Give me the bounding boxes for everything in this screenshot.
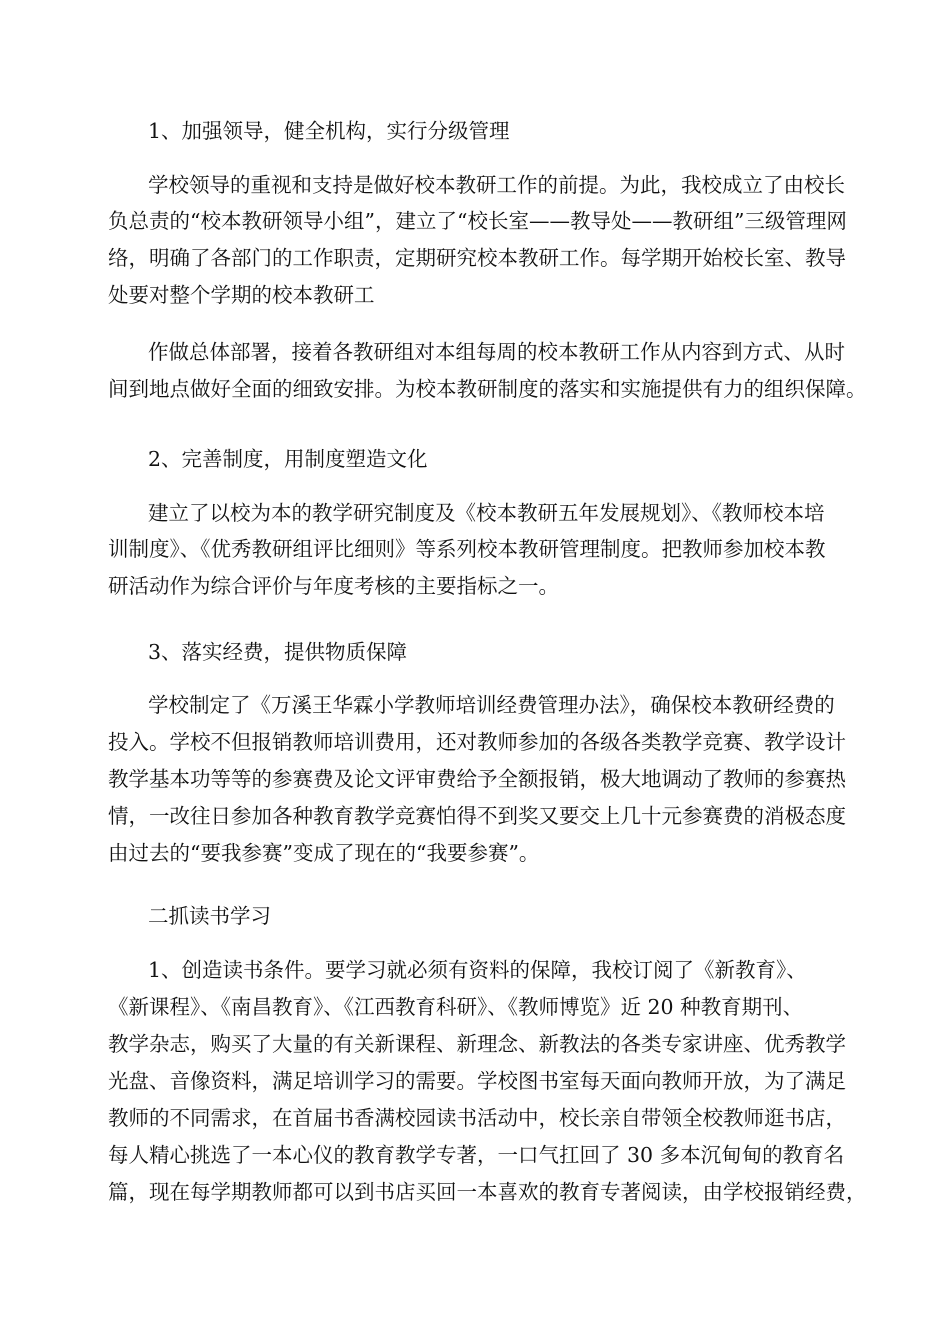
paragraph-line: 学校领导的重视和支持是做好校本教研工作的前提。为此，我校成立了由校长 xyxy=(148,173,845,197)
heading-1-strengthen-leadership: 1、加强领导，健全机构，实行分级管理 xyxy=(148,119,510,143)
paragraph-line: 每人精心挑选了一本心仪的教育教学专著，一口气扛回了 30 多本沉甸甸的教育名 xyxy=(108,1143,845,1167)
paragraph-line: 1、创造读书条件。要学习就必须有资料的保障，我校订阅了《新教育》、 xyxy=(148,958,807,982)
paragraph-line: 投入。学校不但报销教师培训费用，还对教师参加的各级各类教学竞赛、教学设计 xyxy=(108,730,846,754)
paragraph-line: 负总责的“校本教研领导小组”，建立了“校长室——教导处——教研组”三级管理网 xyxy=(108,209,847,233)
paragraph-line: 教学杂志，购买了大量的有关新课程、新理念、新教法的各类专家讲座、优秀教学 xyxy=(108,1032,846,1056)
paragraph-line: 情，一改往日参加各种教育教学竞赛怕得不到奖又要交上几十元参赛费的消极态度 xyxy=(108,804,846,828)
heading-3-implement-funding: 3、落实经费，提供物质保障 xyxy=(148,640,408,664)
paragraph-line: 研活动作为综合评价与年度考核的主要指标之一。 xyxy=(108,574,559,598)
paragraph-line: 络，明确了各部门的工作职责，定期研究校本教研工作。每学期开始校长室、教导 xyxy=(108,246,846,270)
heading-2-improve-system: 2、完善制度，用制度塑造文化 xyxy=(148,447,428,471)
paragraph-line: 篇，现在每学期教师都可以到书店买回一本喜欢的教育专著阅读，由学校报销经费， xyxy=(108,1180,867,1204)
paragraph-line: 教师的不同需求，在首届书香满校园读书活动中，校长亲自带领全校教师逛书店， xyxy=(108,1106,846,1130)
paragraph-line: 由过去的“要我参赛”变成了现在的“我要参赛”。 xyxy=(108,841,540,865)
heading-reading-study: 二抓读书学习 xyxy=(148,904,271,928)
paragraph-line: 处要对整个学期的校本教研工 xyxy=(108,283,375,307)
paragraph-line: 建立了以校为本的教学研究制度及《校本教研五年发展规划》、《教师校本培 xyxy=(148,501,825,525)
paragraph-line: 学校制定了《万溪王华霖小学教师培训经费管理办法》，确保校本教研经费的 xyxy=(148,693,835,717)
paragraph-line: 训制度》、《优秀教研组评比细则》等系列校本教研管理制度。把教师参加校本教 xyxy=(108,537,826,561)
paragraph-line: 间到地点做好全面的细致安排。为校本教研制度的落实和实施提供有力的组织保障。 xyxy=(108,377,867,401)
paragraph-line: 光盘、音像资料，满足培训学习的需要。学校图书室每天面向教师开放，为了满足 xyxy=(108,1069,846,1093)
paragraph-line: 《新课程》、《南昌教育》、《江西教育科研》、《教师博览》近 20 种教育期刊、 xyxy=(108,995,804,1019)
paragraph-line: 作做总体部署，接着各教研组对本组每周的校本教研工作从内容到方式、从时 xyxy=(148,340,845,364)
paragraph-line: 教学基本功等等的参赛费及论文评审费给予全额报销，极大地调动了教师的参赛热 xyxy=(108,767,846,791)
